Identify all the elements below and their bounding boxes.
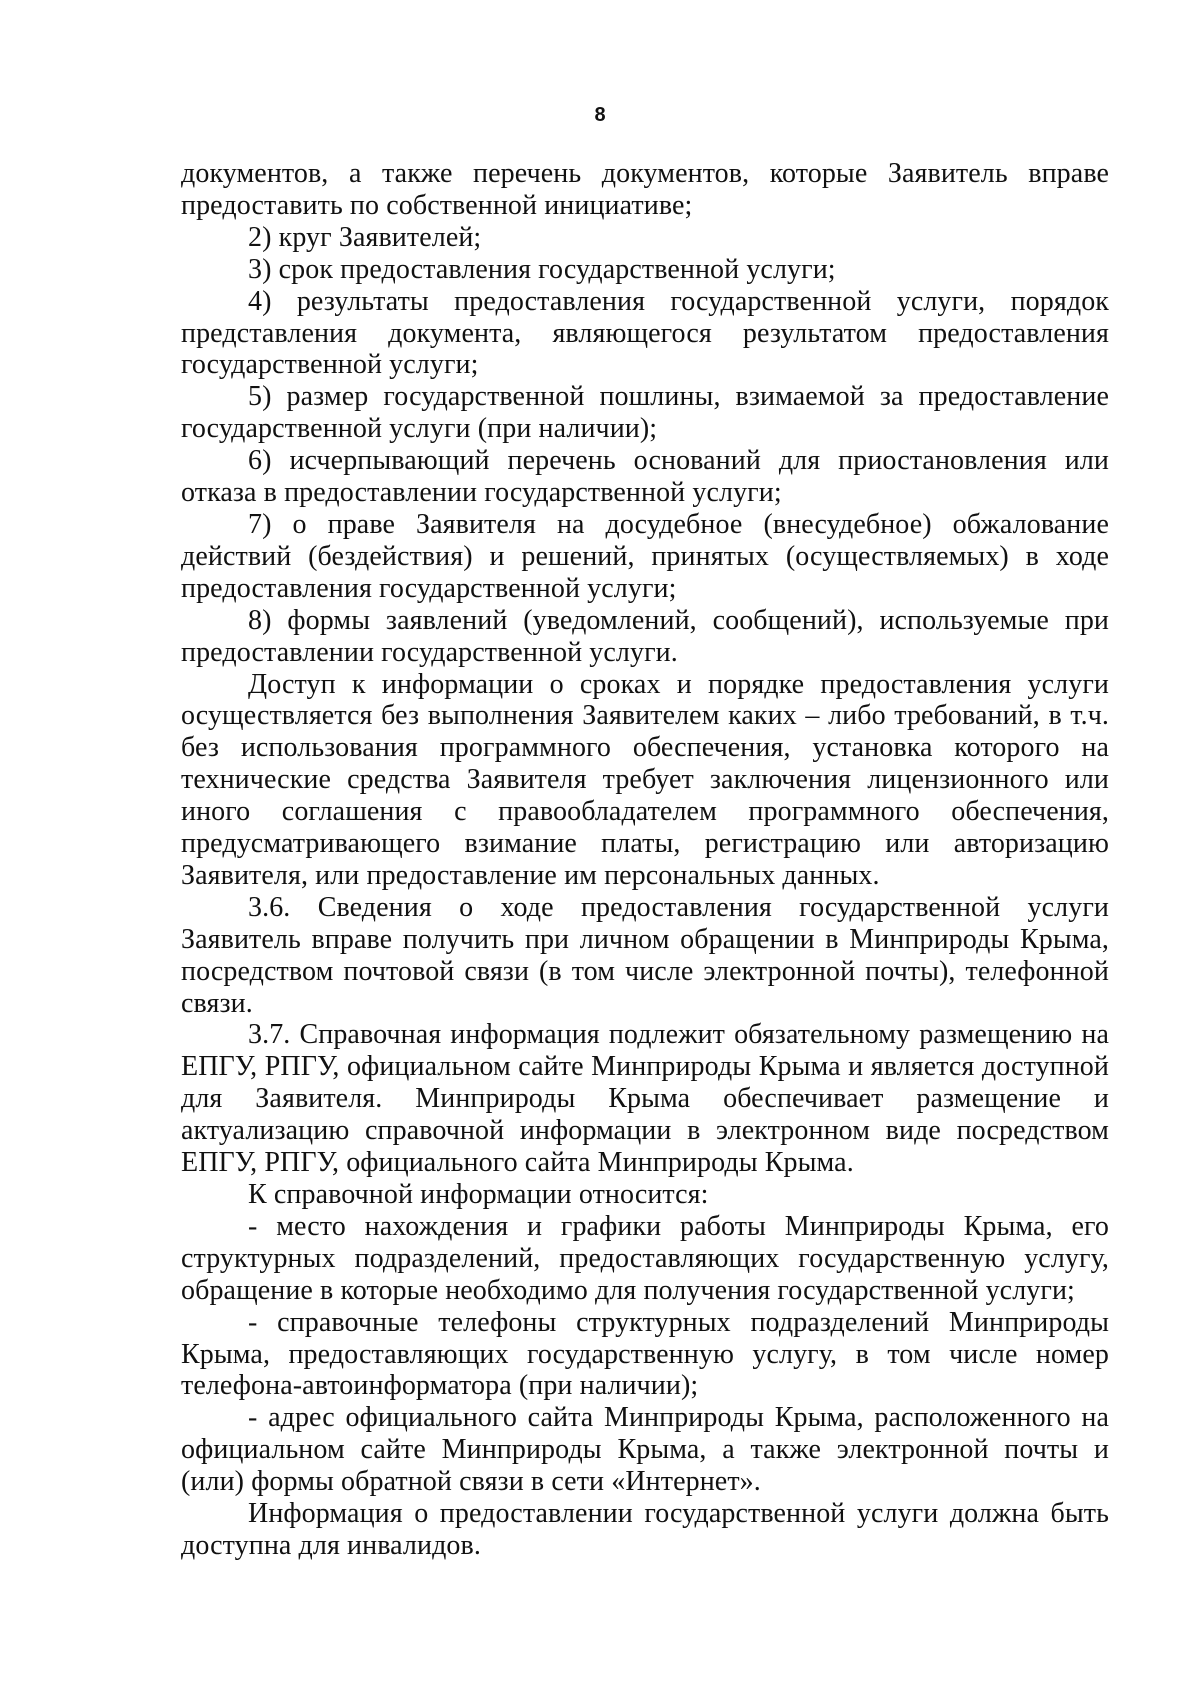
paragraph-3-7: 3.7. Справочная информация подлежит обязательному размещению на ЕПГУ, РПГУ, официальном сайте Минприроды Крыма и является доступной для Заявителя. Минприроды Крыма обеспечивает размещение и актуализацию справочной информации в электронном виде посредством ЕПГУ, РПГУ, официального сайта Минприроды Крыма. [181,1019,1109,1179]
list-item-4: 4) результаты предоставления государственной услуги, порядок представления документа, являющегося результатом предоставления государственной услуги; [181,285,1109,381]
list-item-5: 5) размер государственной пошлины, взимаемой за предоставление государственной услуги (при наличии); [181,381,1109,445]
paragraph-3-6: 3.6. Сведения о ходе предоставления государственной услуги Заявитель вправе получить при личном обращении в Минприроды Крыма, посредством почтовой связи (в том числе электронной почты), телефонной связи. [181,891,1109,1019]
paragraph-reference-intro: К справочной информации относится: [248,1179,709,1210]
list-item-7: 7) о праве Заявителя на досудебное (внесудебное) обжалование действий (бездействия) и решений, принятых (осуществляемых) в ходе предоставления государственной услуги; [181,508,1109,604]
list-item-8: 8) формы заявлений (уведомлений, сообщений), используемые при предоставлении государственной услуги. [181,604,1109,668]
paragraph-continuation: документов, а также перечень документов, которые Заявитель вправе предоставить по собственной инициативе; [181,158,1109,221]
page-number: 8 [594,104,606,126]
paragraph-accessibility: Информация о предоставлении государственной услуги должна быть доступна для инвалидов. [181,1498,1109,1561]
list-item-3: 3) срок предоставления государственной услуги; [248,253,836,285]
reference-item-website: - адрес официального сайта Минприроды Крыма, расположенного на официальном сайте Минприроды Крыма, а также электронной почты и (или) формы обратной связи в сети «Интернет». [181,1402,1109,1498]
reference-item-phones: - справочные телефоны структурных подразделений Минприроды Крыма, предоставляющих государственную услугу, в том числе номер телефона-автоинформатора (при наличии); [181,1306,1109,1402]
list-item-2: 2) круг Заявителей; [248,221,482,253]
list-item-6: 6) исчерпывающий перечень оснований для приостановления или отказа в предоставлении государственной услуги; [181,445,1109,509]
document-body [181,158,1109,1562]
reference-item-location: - место нахождения и графики работы Минприроды Крыма, его структурных подразделений, предоставляющих государственную услугу, обращение в которые необходимо для получения государственной услуги; [181,1210,1109,1306]
paragraph-access-info: Доступ к информации о сроках и порядке предоставления услуги осуществляется без выполнения Заявителем каких – либо требований, в т.ч. без использования программного обеспечения, установка которого на технические средства Заявителя требует заключения лицензионного или иного соглашения с правообладателем программного обеспечения, предусматривающего взимание платы, регистрацию или авторизацию Заявителя, или предоставление им персональных данных. [181,668,1109,891]
